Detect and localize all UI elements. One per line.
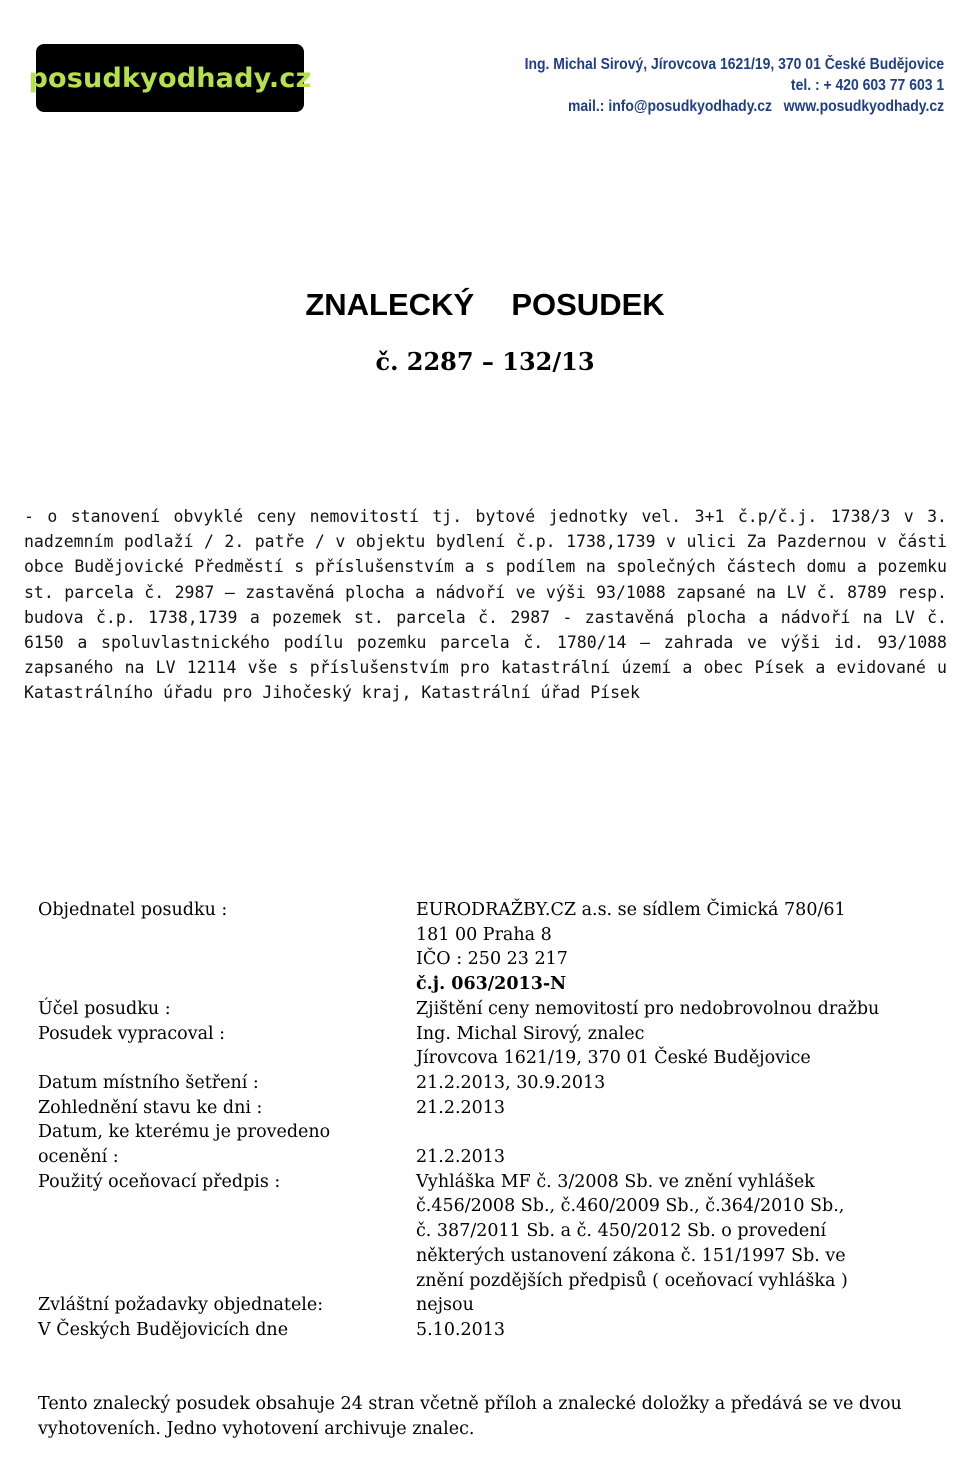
document-number: č. 2287 – 132/13 [375,347,595,376]
regulation-line: některých ustanovení zákona č. 151/1997 Sb. ve [416,1245,846,1266]
author-name: Ing. Michal Sirový, znalec [416,1023,645,1044]
purpose-text: Zjištění ceny nemovitostí pro nedobrovolnou dražbu [416,998,880,1019]
valuation-date-label [38,1120,416,1169]
logo-text: posudkyodhady.cz [28,62,312,94]
regulation-line: znění pozdějších předpisů ( oceňovací vyhláška ) [416,1270,848,1291]
valuation-date-text: 21.2.2013 [416,1147,506,1168]
client-city: 181 00 Praha 8 [416,924,552,945]
state-label: Zohlednění stavu ke dni : [38,1097,263,1118]
details-table [38,898,938,1343]
regulation-row [38,1170,938,1294]
author-value [416,1022,938,1071]
purpose-row [38,997,938,1022]
document-title: ZNALECKÝ POSUDEK [305,287,665,322]
requirements-row [38,1293,938,1318]
valuation-date-label-line2: ocenění : [38,1147,119,1168]
place-date-value: 5.10.2013 [416,1319,506,1340]
regulation-line: č.456/2008 Sb., č.460/2009 Sb., č.364/2010 Sb., [416,1196,845,1217]
valuation-date-value [416,1120,938,1169]
regulation-label: Použitý oceňovací předpis : [38,1171,281,1192]
purpose-label: Účel posudku : [38,998,171,1019]
requirements-label: Zvláštní požadavky objednatele: [38,1295,324,1316]
footer-note: Tento znalecký posudek obsahuje 24 stran včetně příloh a znalecké doložky a předává se ve dvou vyhotoveních. Jedno vyhotovení archivuje znalec. [38,1394,902,1439]
valuation-date-label-line1: Datum, ke kterému je provedeno [38,1122,331,1143]
author-label: Posudek vypracoval : [38,1023,226,1044]
place-date-label: V Českých Budějovicích dne [38,1319,289,1340]
contact-block [525,54,944,117]
contact-phone: tel. : + 420 603 77 603 1 [790,77,944,94]
state-value: 21.2.2013 [416,1097,506,1118]
regulation-line: č. 387/2011 Sb. a č. 450/2012 Sb. o provedení [416,1221,827,1242]
purpose-value [416,997,938,1022]
author-address: Jírovcova 1621/19, 370 01 České Budějovice [416,1048,811,1069]
regulation-line: Vyhláška MF č. 3/2008 Sb. ve znění vyhlášek [416,1171,815,1192]
requirements-value: nejsou [416,1295,474,1316]
valuation-date-row [38,1120,938,1169]
contact-mail-web: mail.: info@posudkyodhady.cz www.posudkyodhady.cz [567,98,944,115]
author-row [38,1022,938,1071]
inspection-value: 21.2.2013, 30.9.2013 [416,1072,606,1093]
client-name: EURODRAŽBY.CZ a.s. se sídlem Čimická 780/61 [416,900,846,920]
client-reference: č.j. 063/2013-N [416,974,567,995]
state-row [38,1096,938,1121]
inspection-row [38,1071,938,1096]
contact-address: Ing. Michal Sirový, Jírovcova 1621/19, 370 01 České Budějovice [524,56,944,73]
client-row [38,898,938,997]
client-ico: IČO : 250 23 217 [416,949,568,970]
regulation-value [416,1170,938,1294]
client-label: Objednatel posudku : [38,900,228,920]
place-date-row [38,1318,938,1343]
inspection-label: Datum místního šetření : [38,1072,259,1093]
company-logo [28,44,312,112]
document-subject: - o stanovení obvyklé ceny nemovitostí tj. bytové jednotky vel. 3+1 č.p/č.j. 1738/3 v 3. nadzemním podlaží / 2. patře / v objektu bydlení č.p. 1738,1739 v ulici Za Pazdernou v části obce Budějovické Předměstí s příslušenstvím a s podílem na společných částech domu a pozemku st. parcela č. 2987 – zastavěná plocha a nádvoří ve výši 93/1088 zapsané na LV č. 8789 resp. budova č.p. 1738,1739 a pozemek st. parcela č. 2987 - zastavěná plocha a nádvoří na LV č. 6150 a spoluvlastnického podílu pozemku parcela č. 1780/14 – zahrada ve výši id. 93/1088 zapsaného na LV 12114 vše s příslušenstvím pro katastrální území a obec Písek a evidované u Katastrálního úřadu pro Jihočeský kraj, Katastrální úřad Písek [24,507,947,703]
client-value [416,898,938,997]
